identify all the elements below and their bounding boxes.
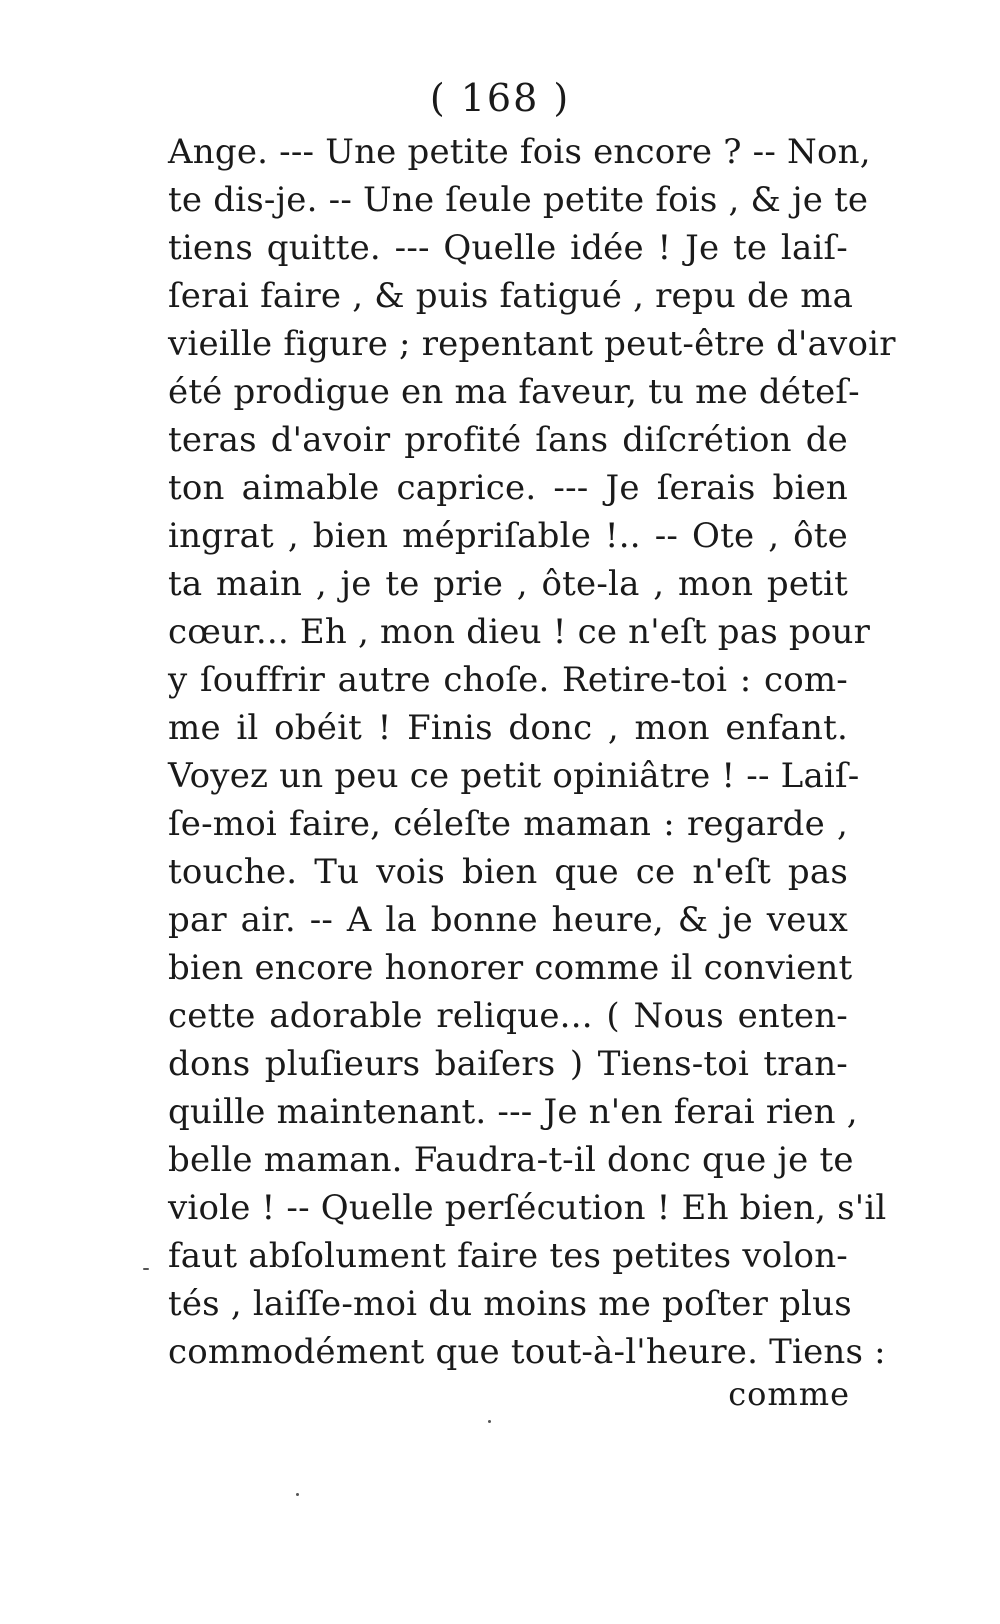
text-line: ta main , je te prie , ôte-la , mon petit	[168, 564, 848, 604]
text-line: quille maintenant. --- Je n'en ferai rien ,	[168, 1092, 858, 1132]
text-line: tés , laiſſe-moi du moins me poſter plus	[168, 1284, 852, 1324]
text-line: par air. -- A la bonne heure, & je veux	[168, 900, 848, 940]
catchword: comme	[728, 1375, 850, 1413]
text-line: faut abſolument faire tes petites volon-	[168, 1236, 848, 1276]
text-line: cœur... Eh , mon dieu ! ce n'eſt pas pour	[168, 612, 871, 652]
text-line: ingrat , bien mépriſable !.. -- Ote , ôte	[168, 516, 848, 556]
text-line: vieille figure ; repentant peut-être d'avoir	[168, 324, 896, 364]
text-line: commodément que tout-à-l'heure. Tiens :	[168, 1332, 886, 1372]
text-line: viole ! -- Quelle perſécution ! Eh bien, s'il	[168, 1188, 887, 1228]
text-line: été prodigue en ma faveur, tu me déteſ-	[168, 372, 860, 412]
text-line: belle maman. Faudra-t-il donc que je te	[168, 1140, 854, 1180]
text-line: Ange. --- Une petite fois encore ? -- Non,	[168, 132, 871, 172]
text-line: teras d'avoir profité ſans diſcrétion de	[168, 420, 848, 460]
body-text	[168, 128, 896, 1376]
text-line: ton aimable caprice. --- Je ſerais bien	[168, 468, 848, 508]
text-line: touche. Tu vois bien que ce n'eſt pas	[168, 852, 848, 892]
text-line: ſerai faire , & puis fatigué , repu de ma	[168, 276, 854, 316]
text-line: me il obéit ! Finis donc , mon enfant.	[168, 708, 848, 748]
ink-speck	[143, 1268, 149, 1270]
text-line: bien encore honorer comme il convient	[168, 948, 853, 988]
ink-speck	[296, 1493, 299, 1496]
text-line: te dis-je. -- Une ſeule petite fois , & je te	[168, 180, 869, 220]
text-line: ſe-moi faire, céleſte maman : regarde ,	[168, 804, 848, 844]
ink-speck	[488, 1420, 491, 1423]
text-line: tiens quitte. --- Quelle idée ! Je te laiſ-	[168, 228, 848, 268]
text-line: dons pluſieurs baiſers ) Tiens-toi tran-	[168, 1044, 848, 1084]
text-line: Voyez un peu ce petit opiniâtre ! -- Laiſ-	[168, 756, 860, 796]
text-line: cette adorable relique... ( Nous enten-	[168, 996, 848, 1036]
page-number: ( 168 )	[429, 76, 571, 120]
text-line: y ſouffrir autre choſe. Retire-toi : com-	[168, 660, 848, 700]
